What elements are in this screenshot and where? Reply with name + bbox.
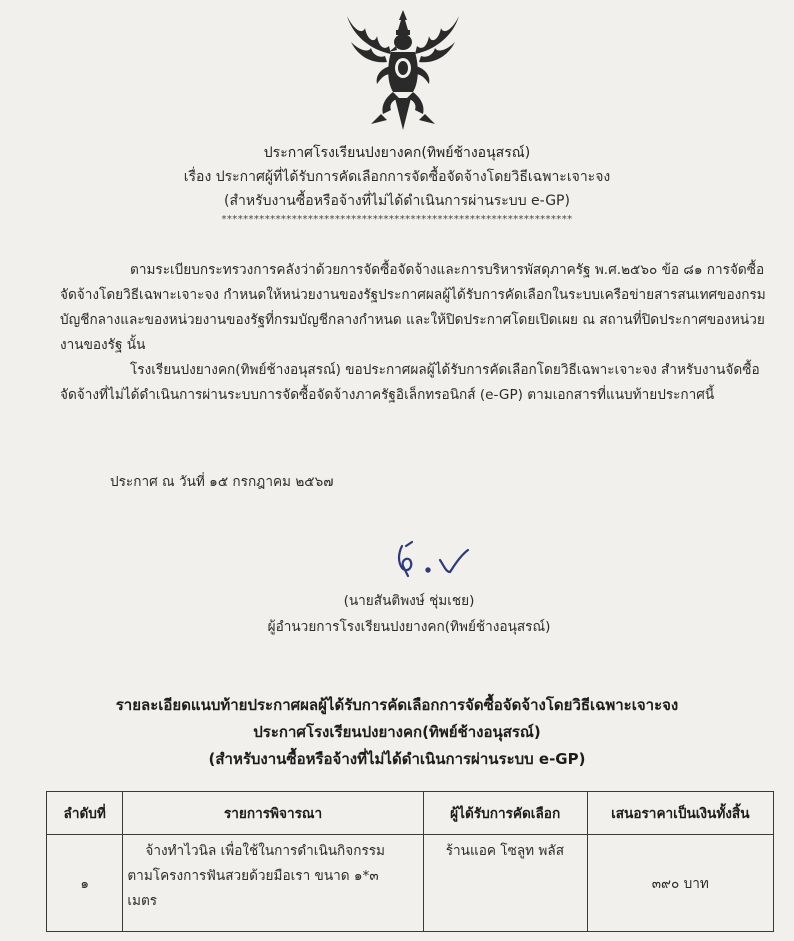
cell-item (123, 835, 423, 932)
body-paragraph-2: โรงเรียนปงยางคก(ทิพย์ช้างอนุสรณ์) ขอประกาศผลผู้ได้รับการคัดเลือกโดยวิธีเฉพาะเจาะจง สำหรับงานจัดซื้อจัดจ้างที่ไม่ได้ดำเนินการผ่านระบบการจัดซื้อจัดจ้างภาครัฐอิเล็กทรอนิกส์ (e-GP) ตามเอกสารที่แนบท้ายประกาศนี้ (60, 362, 760, 403)
cell-vendor: ร้านแอค โซลูท พลัส (423, 835, 587, 932)
selection-result-table (46, 791, 774, 932)
announcement-note: (สำหรับงานซื้อหรือจ้างที่ไม่ได้ดำเนินการผ่านระบบ e-GP) (224, 193, 570, 209)
table-header-row (47, 792, 774, 835)
announcement-title: ประกาศโรงเรียนปงยางคก(ทิพย์ช้างอนุสรณ์) (263, 145, 531, 161)
handwritten-signature (388, 536, 478, 582)
col-header-vendor: ผู้ได้รับการคัดเลือก (423, 792, 587, 835)
signatory-position: ผู้อำนวยการโรงเรียนปงยางคก(ทิพย์ช้างอนุสรณ์) (267, 619, 551, 635)
cell-seq: ๑ (47, 835, 123, 932)
item-line-3: เมตร (127, 893, 158, 909)
body-paragraph-1: ตามระเบียบกระทรวงการคลังว่าด้วยการจัดซื้อจัดจ้างและการบริหารพัสดุภาครัฐ พ.ศ.๒๕๖๐ ข้อ ๘๑ การจัดซื้อจัดจ้างโดยวิธีเฉพาะเจาะจง กำหนดให้หน่วยงานของรัฐประกาศผลผู้ได้รับการคัดเลือกในระบบเครือข่ายสารสนเทศของกรมบัญชีกลางและของหน่วยงานของรัฐที่กรมบัญชีกลางกำหนด และให้ปิดประกาศโดยเปิดเผย ณ สถานที่ปิดประกาศของหน่วยงานของรัฐ นั้น (60, 262, 766, 353)
col-header-item: รายการพิจารณา (123, 792, 423, 835)
col-header-seq: ลำดับที่ (47, 792, 123, 835)
cell-price: ๓๙๐ บาท (587, 835, 773, 932)
garuda-emblem-icon (341, 6, 465, 138)
attachment-note: (สำหรับงานซื้อหรือจ้างที่ไม่ได้ดำเนินการผ่านระบบ e-GP) (208, 750, 586, 768)
col-header-price: เสนอราคาเป็นเงินทั้งสิ้น (587, 792, 773, 835)
signatory-name: (นายสันติพงษ์ ชุ่มเชย) (343, 593, 475, 609)
separator-stars: ***************************************************************** (221, 214, 573, 225)
attachment-subtitle: ประกาศโรงเรียนปงยางคก(ทิพย์ช้างอนุสรณ์) (253, 723, 541, 741)
table-row (47, 835, 774, 932)
item-line-2: ตามโครงการฟันสวยด้วยมือเรา ขนาด ๑*๓ (127, 868, 379, 884)
announcement-date: ประกาศ ณ วันที่ ๑๕ กรกฎาคม ๒๕๖๗ (110, 474, 334, 490)
announcement-subject: เรื่อง ประกาศผู้ที่ได้รับการคัดเลือกการจัดซื้อจัดจ้างโดยวิธีเฉพาะเจาะจง (183, 169, 611, 185)
attachment-title: รายละเอียดแนบท้ายประกาศผลผู้ได้รับการคัดเลือกการจัดซื้อจัดจ้างโดยวิธีเฉพาะเจาะจง (115, 696, 679, 714)
item-line-1: จ้างทำไวนิล เพื่อใช้ในการดำเนินกิจกรรม (145, 843, 386, 859)
